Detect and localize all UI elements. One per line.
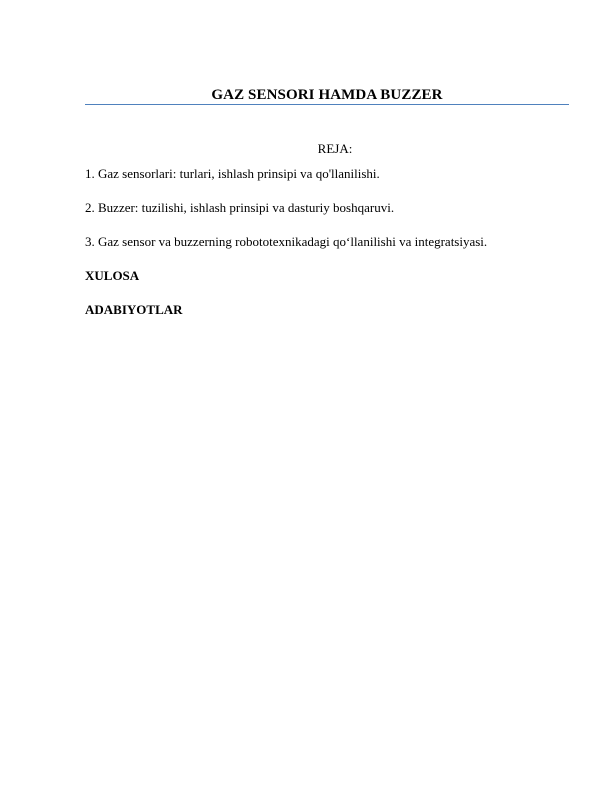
references-heading: ADABIYOTLAR [85, 302, 183, 317]
document-title: GAZ SENSORI HAMDA BUZZER [211, 87, 443, 103]
title-underline [85, 104, 569, 105]
plan-item: 2. Buzzer: tuzilishi, ishlash prinsipi va dasturiy boshqaruvi. [85, 200, 395, 215]
plan-heading: REJA: [317, 141, 353, 156]
plan-item: 3. Gaz sensor va buzzerning robototexnikadagi qo‘llanilishi va integratsiyasi. [85, 234, 488, 249]
conclusion-heading: XULOSA [85, 268, 140, 283]
plan-item: 1. Gaz sensorlari: turlari, ishlash prinsipi va qo'llanilishi. [85, 166, 380, 181]
